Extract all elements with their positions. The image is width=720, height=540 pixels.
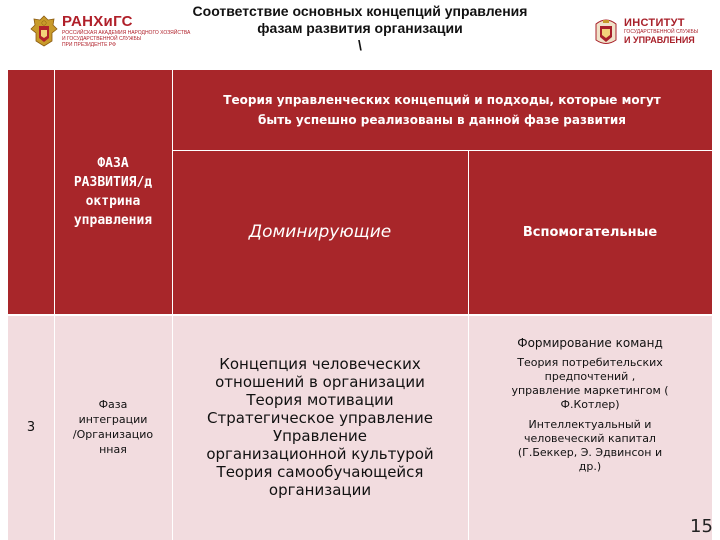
grid-line — [54, 70, 55, 540]
dominant-line-8: организации — [268, 481, 372, 499]
institute-logo-top: ИНСТИТУТ — [624, 17, 685, 29]
slide-header — [0, 0, 720, 66]
dominant-line-7: Теория самообучающейся — [216, 463, 424, 481]
phase-header-line-1: ФАЗА — [97, 156, 129, 171]
auxiliary-item-3: Интеллектуальный и человеческий капитал (Г.Беккер, Э. Эдвинсон и др.) — [517, 418, 663, 473]
ranepa-logo-subtitle-1: РОССИЙСКАЯ АКАДЕМИЯ НАРОДНОГО ХОЗЯЙСТВА — [62, 30, 191, 36]
phase-header-line-4: управления — [73, 213, 153, 228]
ranepa-logo-name: РАНХиГС — [62, 13, 133, 30]
grid-line — [8, 314, 712, 316]
phase-header-line-3: октрина — [85, 194, 141, 209]
ranepa-emblem-icon — [30, 14, 58, 48]
grid-line — [172, 70, 173, 540]
row-number-cell — [8, 314, 54, 540]
auxiliary-header-cell — [468, 150, 712, 314]
row-auxiliary-cell — [468, 314, 712, 540]
theory-header-cell — [172, 70, 712, 150]
auxiliary-item-2: Теория потребительских предпочтений , управление маркетингом ( Ф.Котлер) — [511, 356, 669, 411]
dominant-line-2: отношений в организации — [215, 373, 425, 391]
row-phase-line-2: интеграции — [78, 413, 148, 426]
auxiliary-header: Вспомогательные — [522, 224, 658, 240]
dominant-line-6: организационной культурой — [206, 445, 434, 463]
dominant-line-3: Теория мотивации — [246, 391, 394, 409]
dominant-line-1: Концепция человеческих — [219, 355, 421, 373]
institute-emblem-icon — [592, 14, 620, 48]
institute-logo-middle: ГОСУДАРСТВЕННОЙ СЛУЖБЫ — [624, 29, 699, 35]
institute-logo — [592, 14, 698, 48]
row-number: 3 — [26, 419, 36, 435]
row-phase-cell — [54, 314, 172, 540]
theory-header-line-1: Теория управленческих концепций и подходы, которые могут — [223, 93, 661, 107]
number-header-cell — [8, 70, 54, 314]
phase-header-line-2: РАЗВИТИЯ/д — [73, 175, 153, 190]
theory-header-line-2: быть успешно реализованы в данной фазе развития — [257, 113, 627, 127]
ranepa-logo-subtitle-3: ПРИ ПРЕЗИДЕНТЕ РФ — [62, 42, 116, 48]
dominant-header: Доминирующие — [248, 222, 392, 242]
row-phase-line-1: Фаза — [98, 398, 128, 411]
title-line-3: \ — [358, 37, 362, 53]
dominant-line-4: Стратегическое управление — [207, 409, 433, 427]
row-phase-line-4: нная — [99, 443, 127, 456]
dominant-header-cell — [172, 150, 468, 314]
slide-title — [150, 3, 570, 54]
institute-logo-bottom: И УПРАВЛЕНИЯ — [624, 35, 695, 45]
title-line-1: Соответствие основных концепций управления — [192, 3, 528, 19]
grid-line — [172, 150, 712, 151]
concepts-table — [0, 66, 720, 540]
grid-line — [468, 150, 469, 540]
title-line-2: фазам развития организации — [257, 20, 463, 36]
phase-header-cell — [54, 70, 172, 314]
dominant-line-5: Управление — [272, 427, 368, 445]
auxiliary-item-1: Формирование команд — [517, 336, 663, 350]
row-dominant-cell — [172, 314, 468, 540]
row-phase-line-3: /Организацио — [72, 428, 154, 441]
page-number: 15 — [690, 516, 713, 537]
ranepa-logo-subtitle-2: И ГОСУДАРСТВЕННОЙ СЛУЖБЫ — [62, 36, 142, 42]
